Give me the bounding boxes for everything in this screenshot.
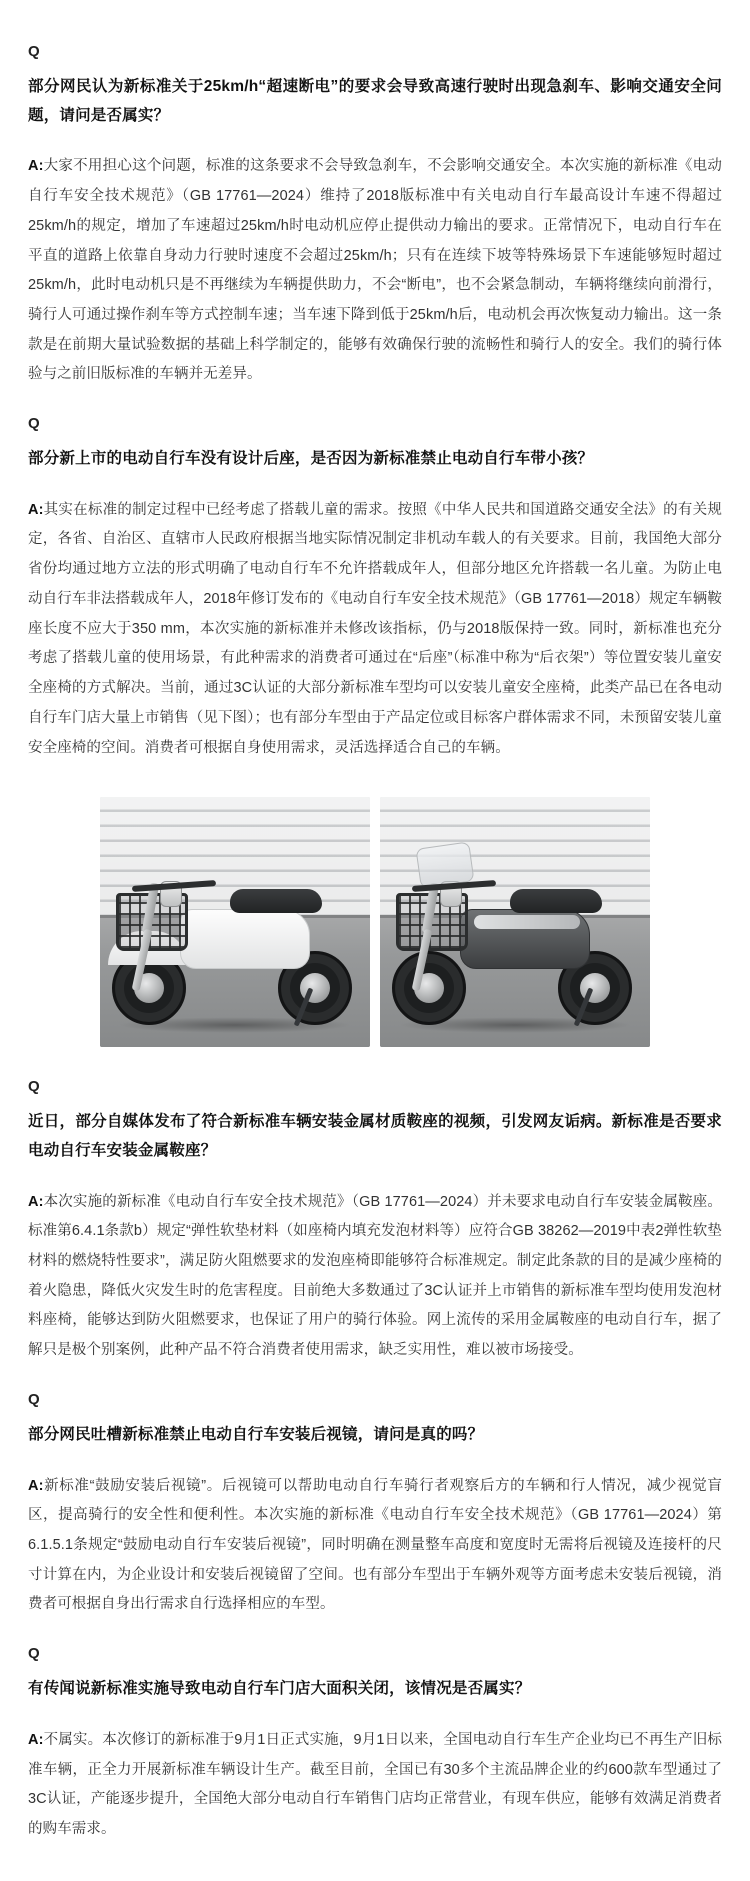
qa-item [28,1646,722,1845]
question-marker: Q [28,1078,41,1096]
question-text: 部分新上市的电动自行车没有设计后座，是否因为新标准禁止电动自行车带小孩？ [28,450,594,468]
answer-prefix: A: [28,1731,44,1748]
question-text: 近日，部分自媒体发布了符合新标准车辆安装金属材质鞍座的视频，引发网友诟病。新标准是否要求电动自行车安装金属鞍座？ [28,1113,722,1159]
bike-photo-white [100,797,370,1047]
question-marker: Q [28,1390,41,1408]
answer-text [28,1472,722,1621]
qa-item [28,1392,722,1620]
question-text: 部分网民吐槽新标准禁止电动自行车安装后视镜，请问是真的吗？ [28,1425,484,1443]
answer-prefix: A: [28,158,44,175]
answer-body: 新标准“鼓励安装后视镜”。后视镜可以帮助电动自行车骑行者观察后方的车辆和行人情况，减少视觉盲区，提高骑行的安全性和便利性。本次实施的新标准《电动自行车安全技术规范》（GB 17761—2024）第6.1.5.1条规定“鼓励电动自行车安装后视镜”，同时明确在测量整车高度和宽度时无需将后视镜及连接杆的尺寸计算在内，为企业设计和安装后视镜留了空间。也有部分车型出于车辆外观等方面考虑未安装后视镜，消费者可根据自身出行需求自行选择相应的车型。 [28,1477,722,1613]
answer-prefix: A: [28,1477,44,1494]
question-marker: Q [28,1645,41,1663]
question-text: 部分网民认为新标准关于25km/h“超速断电”的要求会导致高速行驶时出现急刹车、影响交通安全问题，请问是否属实？ [28,78,722,124]
answer-body: 其实在标准的制定过程中已经考虑了搭载儿童的需求。按照《中华人民共和国道路交通安全法》的有关规定，各省、自治区、直辖市人民政府根据当地实际情况制定非机动车载人的有关要求。目前，我国绝大部分省份均通过地方立法的形式明确了电动自行车不允许搭载成年人，但部分地区允许搭载一名儿童。为防止电动自行车非法搭载成年人，2018年修订发布的《电动自行车安全技术规范》（GB 17761—2018）规定车辆鞍座长度不应大于350 mm，本次实施的新标准并未修改该指标，仍与2018版保持一致。同时，新标准也充分考虑了搭载儿童的使用场景，有此种需求的消费者可通过在“后座”（标准中称为“后衣架”）等位置安装儿童安全座椅的方式解决。当前，通过3C认证的大部分新标准车型均可以安装儿童安全座椅，此类产品已在各电动自行车门店大量上市销售（见下图）；也有部分车型由于产品定位或目标客户群体需求不同，未预留安装儿童安全座椅的空间。消费者可根据自身使用需求，灵活选择适合自己的车辆。 [28,501,722,756]
bike-photo-dark [380,797,650,1047]
qa-item [28,416,722,1053]
answer-text [28,496,722,763]
qa-item [28,1079,722,1366]
answer-prefix: A: [28,501,44,518]
answer-body: 大家不用担心这个问题，标准的这条要求不会导致急刹车，不会影响交通安全。本次实施的新标准《电动自行车安全技术规范》（GB 17761—2024）维持了2018版标准中有关电动自行车最高设计车速不得超过25km/h的规定，增加了车速超过25km/h时电动机应停止提供动力输出的要求。正常情况下，电动自行车在平直的道路上依靠自身动力行驶时速度不会超过25km/h；只有在连续下坡等特殊场景下车速能够短时超过25km/h，此时电动机只是不再继续为车辆提供助力，不会“断电”，也不会紧急制动，车辆将继续向前滑行，骑行人可通过操作刹车等方式控制车速；当车速下降到低于25km/h后，电动机会再次恢复动力输出。这一条款是在前期大量试验数据的基础上科学制定的，能够有效确保行驶的流畅性和骑行人的安全。我们的骑行体验与之前旧版标准的车辆并无差异。 [28,158,722,383]
question-text: 有传闻说新标准实施导致电动自行车门店大面积关闭，该情况是否属实？ [28,1680,531,1698]
answer-text [28,1726,722,1845]
answer-body: 本次实施的新标准《电动自行车安全技术规范》（GB 17761—2024）并未要求电动自行车安装金属鞍座。标准第6.4.1条款b）规定“弹性软垫材料（如座椅内填充发泡材料等）应符合GB 38262—2019中表2弹性软垫材料的燃烧特性要求”，满足防火阻燃要求的发泡座椅即能够符合标准规定。制定此条款的目的是减少座椅的着火隐患，降低火灾发生时的危害程度。目前绝大多数通过了3C认证并上市销售的新标准车型均使用发泡材料座椅，能够达到防火阻燃要求，也保证了用户的骑行体验。网上流传的采用金属鞍座的电动自行车，据了解只是极个别案例，此种产品不符合消费者使用需求，缺乏实用性，难以被市场接受。 [28,1193,722,1359]
answer-prefix: A: [28,1193,44,1210]
question-marker: Q [28,43,41,60]
child-seat-bikes-photo [28,791,722,1053]
qa-item [28,44,722,390]
answer-text [28,152,722,390]
answer-text [28,1188,722,1366]
answer-body: 不属实。本次修订的新标准于9月1日正式实施，9月1日以来，全国电动自行车生产企业均已不再生产旧标准车辆，正全力开展新标准车辆设计生产。截至目前，全国已有30多个主流品牌企业的约600款车型通过了3C认证，产能逐步提升，全国绝大部分电动自行车销售门店均正常营业，有现车供应，能够有效满足消费者的购车需求。 [28,1731,722,1837]
question-marker: Q [28,415,41,433]
